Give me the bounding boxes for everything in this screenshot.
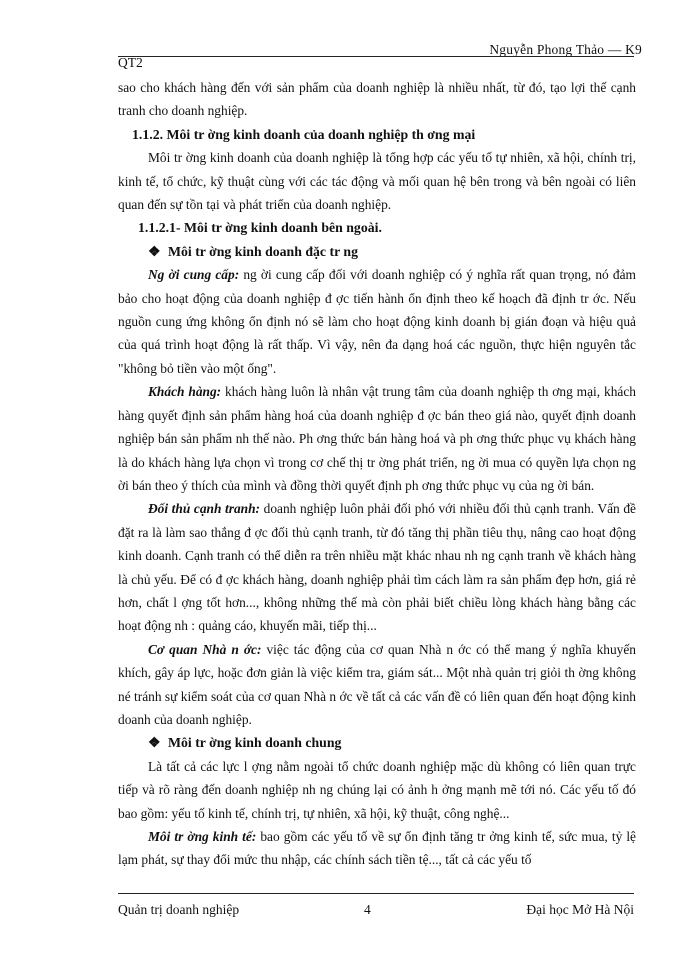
paragraph-competitors [118, 497, 636, 637]
footer-rule [118, 893, 634, 894]
paragraph-government [118, 638, 636, 732]
term-customers: Khách hàng: [148, 384, 222, 400]
heading-1-1-2: 1.1.2. Môi tr ờng kinh doanh của doanh nghiệp th ơng mại [132, 126, 476, 142]
paragraph-customers [118, 380, 636, 497]
header-author: Nguyễn Phong Thảo — K9 [489, 42, 642, 57]
heading-general-environment-label: Môi tr ờng kinh doanh chung [168, 735, 342, 751]
footer-left: Quản trị doanh nghiệp [118, 902, 240, 917]
paragraph-general: Là tất cả các lực l ợng nằm ngoài tổ chức doanh nghiệp mặc dù không có liên quan trực tiếp và rõ ràng đến doanh nghiệp nh ng chúng lại có ảnh h ởng mạnh mẽ tới nó. Các yếu tố đó bao gồm: yếu tố kinh tế, chính trị, tự nhiên, xã hội, kỹ thuật, công nghệ... [118, 758, 636, 821]
term-competitors: Đối thủ cạnh tranh: [148, 501, 261, 517]
page-number: 4 [364, 902, 371, 917]
paragraph-suppliers [118, 263, 636, 380]
document-body [118, 76, 636, 872]
term-economic: Môi tr ờng kinh tế: [148, 829, 257, 844]
term-government: Cơ quan Nhà n ớc: [148, 641, 262, 657]
heading-general-environment [118, 731, 636, 754]
diamond-bullet-icon: ❖ [148, 243, 161, 259]
heading-1-1-2-1: 1.1.2.1- Môi tr ờng kinh doanh bên ngoài. [138, 220, 382, 236]
header-rule [118, 56, 634, 57]
text-customers: khách hàng luôn là nhân vật trung tâm của doanh nghiệp th ơng mại, khách hàng quyết định sản phẩm hàng hoá của doanh nghiệp đ ợc bán theo giá nào, quyết định doanh nghiệp bán sản phẩm nh thế nào. Ph ơng thức bán hàng hoá và ph ơng thức phục vụ khách hàng là do khách hàng lựa chọn vì trong cơ chế thị tr ờng phát triển, ng ời mua có quyền lựa chọn ng ời bán theo ý thích của mình và đồng thời quyết định ph ơng thức phục vụ của ng ời bán. [118, 384, 636, 493]
heading-specific-environment [118, 240, 636, 263]
diamond-bullet-icon: ❖ [148, 735, 161, 751]
text-government: việc tác động của cơ quan Nhà n ớc có thể mang ý nghĩa khuyến khích, gây áp lực, hoặc đơn giản là việc kiểm tra, giám sát... Một nhà quản trị giỏi th ờng không né tránh sự kiểm soát của cơ quan Nhà n ớc về tất cả các vấn đề có liên quan đến hoạt động kinh doanh của doanh nghiệp. [118, 641, 636, 727]
footer-right: Đại học Mở Hà Nội [526, 902, 634, 917]
paragraph-definition: Môi tr ờng kinh doanh của doanh nghiệp là tổng hợp các yếu tố tự nhiên, xã hội, chính trị, kinh tế, tổ chức, kỹ thuật cùng với các tác động và mối quan hệ bên trong và bên ngoài có liên quan đến sự tồn tại và phát triển của doanh nghiệp. [118, 150, 636, 213]
paragraph-intro: sao cho khách hàng đến với sản phẩm của doanh nghiệp là nhiều nhất, từ đó, tạo lợi thế cạnh tranh cho doanh nghiệp. [118, 80, 636, 119]
text-competitors: doanh nghiệp luôn phải đối phó với nhiều đối thủ cạnh tranh. Vấn đề đặt ra là làm sao thắng đ ợc đối thủ cạnh tranh, từ đó tăng thị phần tiêu thụ, nâng cao hoạt động kinh doanh. Cạnh tranh có thể diễn ra trên nhiều mặt khác nhau nh ng cạnh tranh về khách hàng là chủ yếu. Để có đ ợc khách hàng, doanh nghiệp phải tìm cách làm ra sản phẩm đẹp hơn, giá rẻ hơn, chất l ợng tốt hơn..., không những thế mà còn phải biết chiều lòng khách hàng bằng các hoạt động nh : quảng cáo, khuyến mãi, tiếp thị... [118, 501, 636, 634]
header-code: QT2 [118, 55, 143, 70]
paragraph-economic [118, 825, 636, 872]
text-suppliers: ng ời cung cấp đối với doanh nghiệp có ý nghĩa rất quan trọng, nó đảm bảo cho hoạt động của doanh nghiệp đ ợc tiến hành ổn định theo kế hoạch đã định tr ớc. Nếu nguồn cung ứng không ổn định nó sẽ làm cho hoạt động kinh doanh bị gián đoạn và hiệu quả của quá trình hoạt động là rất thấp. Vì vậy, nên đa dạng hoá các nguồn, thực hiện nguyên tắc "không bỏ tiền vào một ống". [118, 267, 636, 376]
term-suppliers: Ng ời cung cấp: [148, 267, 240, 283]
text-economic: bao gồm các yếu tố về sự ổn định tăng tr ởng kinh tế, sức mua, tỷ lệ lạm phát, sự thay đổi mức thu nhập, các chính sách tiền tệ..., tất cả các yếu tố [118, 829, 636, 868]
heading-specific-environment-label: Môi tr ờng kinh doanh đặc tr ng [168, 243, 358, 259]
